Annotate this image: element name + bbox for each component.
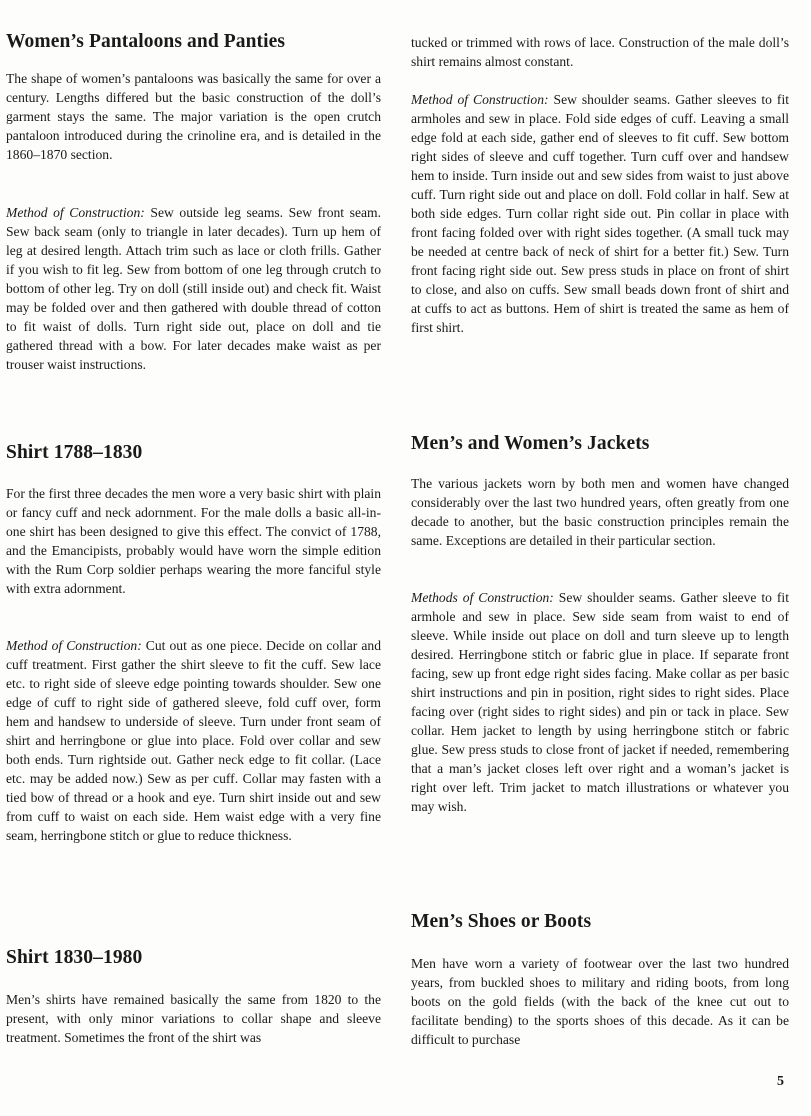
paragraph-shirt-continued: tucked or trimmed with rows of lace. Construction of the male doll’s shirt remains almost constant. bbox=[411, 35, 789, 69]
paragraph-shirt1830-intro: Men’s shirts have remained basically the same from 1820 to the present, with only minor variations to collar shape and sleeve treatment. Sometimes the front of the shirt was bbox=[6, 992, 381, 1045]
heading-shirt-1788-1830: Shirt 1788–1830 bbox=[6, 442, 143, 463]
method-text: Sew shoulder seams. Gather sleeve to fit armhole and sew in place. Sew side seam from waist to end of sleeve. While inside out place on doll and turn sleeve up to length desired. Herringbone stitch or fabric glue in place. If separate front facing, sew up front edge right sides facing. Make collar as per basic shirt instructions and pin in position, right sides to right sides. Place facing over (right sides to right sides) and pin or tack in place. Sew collar. Hem jacket to length by using herringbone stitch or fabric glue. Sew press studs to close front of jacket if needed, remembering that a man’s jacket closes left over right and a woman’s jacket is right over left. Trim jacket to match illustrations or whatever you may wish. bbox=[411, 590, 789, 814]
paragraph-jackets-intro: The various jackets worn by both men and women have changed considerably over the last two hundred years, often greatly from one decade to another, but the basic construction principles remain the same. Exceptions are detailed in their particular section. bbox=[411, 476, 789, 548]
heading-mens-shoes-boots: Men’s Shoes or Boots bbox=[411, 911, 592, 932]
method-text: Sew outside leg seams. Sew front seam. Sew back seam (only to triangle in later decades). Turn up hem of leg at desired length. Attach trim such as lace or cloth frills. Gather if you wish to fit leg. Sew from bottom of one leg through crutch to bottom of other leg. Try on doll (still inside out) and check fit. Waist may be folded over and then gathered with double thread of cotton to fit waist of dolls. Turn right side out, place on doll and tie gathered thread with a bow. For later decades make waist as per trouser waist instructions. bbox=[6, 205, 382, 372]
page-number: 5 bbox=[777, 1074, 784, 1089]
paragraph-pantaloons-intro: The shape of women’s pantaloons was basically the same for over a century. Lengths differed but the basic construction of the doll’s garment stays the same. The major variation is the open crutch pantaloon introduced during the crinoline era, and is detailed in the 1860–1870 section. bbox=[6, 71, 381, 162]
method-label: Method of Construction: bbox=[411, 92, 549, 107]
method-label: Methods of Construction: bbox=[411, 590, 554, 605]
heading-womens-pantaloons: Women’s Pantaloons and Panties bbox=[6, 31, 286, 52]
method-text: Sew shoulder seams. Gather sleeves to fit armholes and sew in place. Fold side edges of cuff. Leaving a small edge fold at each side, gather end of sleeves to fit cuff. Sew bottom right sides of sleeve and cuff together. Turn cuff over and handsew hem to inside. Turn inside out and sew sides from waist to just above cuff. Turn right side out and place on doll. Fold collar in half. Sew at both side edges. Turn collar right side out. Pin collar in place with front facing folded over with right sides together. (A small tuck may be needed at centre back of neck of shirt for a better fit.) Sew. Turn front facing right side out. Sew press studs in place on front of shirt to close, and also on cuffs. Sew small beads down front of shirt and at cuffs to act as buttons. Hem of shirt is treated the same as hem of first shirt. bbox=[411, 92, 789, 335]
paragraph-shirt-method bbox=[411, 90, 789, 337]
heading-mens-womens-jackets: Men’s and Women’s Jackets bbox=[411, 433, 650, 454]
paragraph-pantaloons-method bbox=[6, 203, 381, 374]
method-label: Method of Construction: bbox=[6, 638, 142, 653]
paragraph-shirt1788-intro: For the first three decades the men wore a very basic shirt with plain or fancy cuff and neck adornment. For the male dolls a basic all-in-one shirt has been designed to give this effect. The convict of 1788, and the Emancipists, probably would have worn the simple edition with the Rum Corp soldier perhaps wearing the more fanciful style with extra adornment. bbox=[6, 486, 381, 596]
method-label: Method of Construction: bbox=[6, 205, 145, 220]
paragraph-shoes-intro: Men have worn a variety of footwear over the last two hundred years, from buckled shoes to military and riding boots, from long boots on the gold fields (with the back of the knee cut out to facilitate bending) to the sports shoes of this decade. As it can be difficult to purchase bbox=[411, 956, 789, 1047]
paragraph-jackets-method bbox=[411, 588, 789, 816]
heading-shirt-1830-1980: Shirt 1830–1980 bbox=[6, 947, 143, 968]
paragraph-shirt1788-method bbox=[6, 636, 381, 845]
method-text: Cut out as one piece. Decide on collar and cuff treatment. First gather the shirt sleeve to fit the cuff. Sew lace etc. to right side of sleeve edge pointing towards shoulder. Sew one edge of cuff to right side of gathered sleeve, fold cuff over, form hem and handsew to underside of sleeve. Turn under front seam of shirt and herringbone or glue into place. Fold over collar and sew both ends. Turn rightside out. Gather neck edge to fit collar. (Lace etc. may be added now.) Sew as per cuff. Collar may fasten with a tied bow of thread or a hook and eye. Turn shirt inside out and sew from cuff to waist on each side. Hem waist edge with a very fine seam, herringbone stitch or glue to reduce thickness. bbox=[6, 638, 381, 843]
